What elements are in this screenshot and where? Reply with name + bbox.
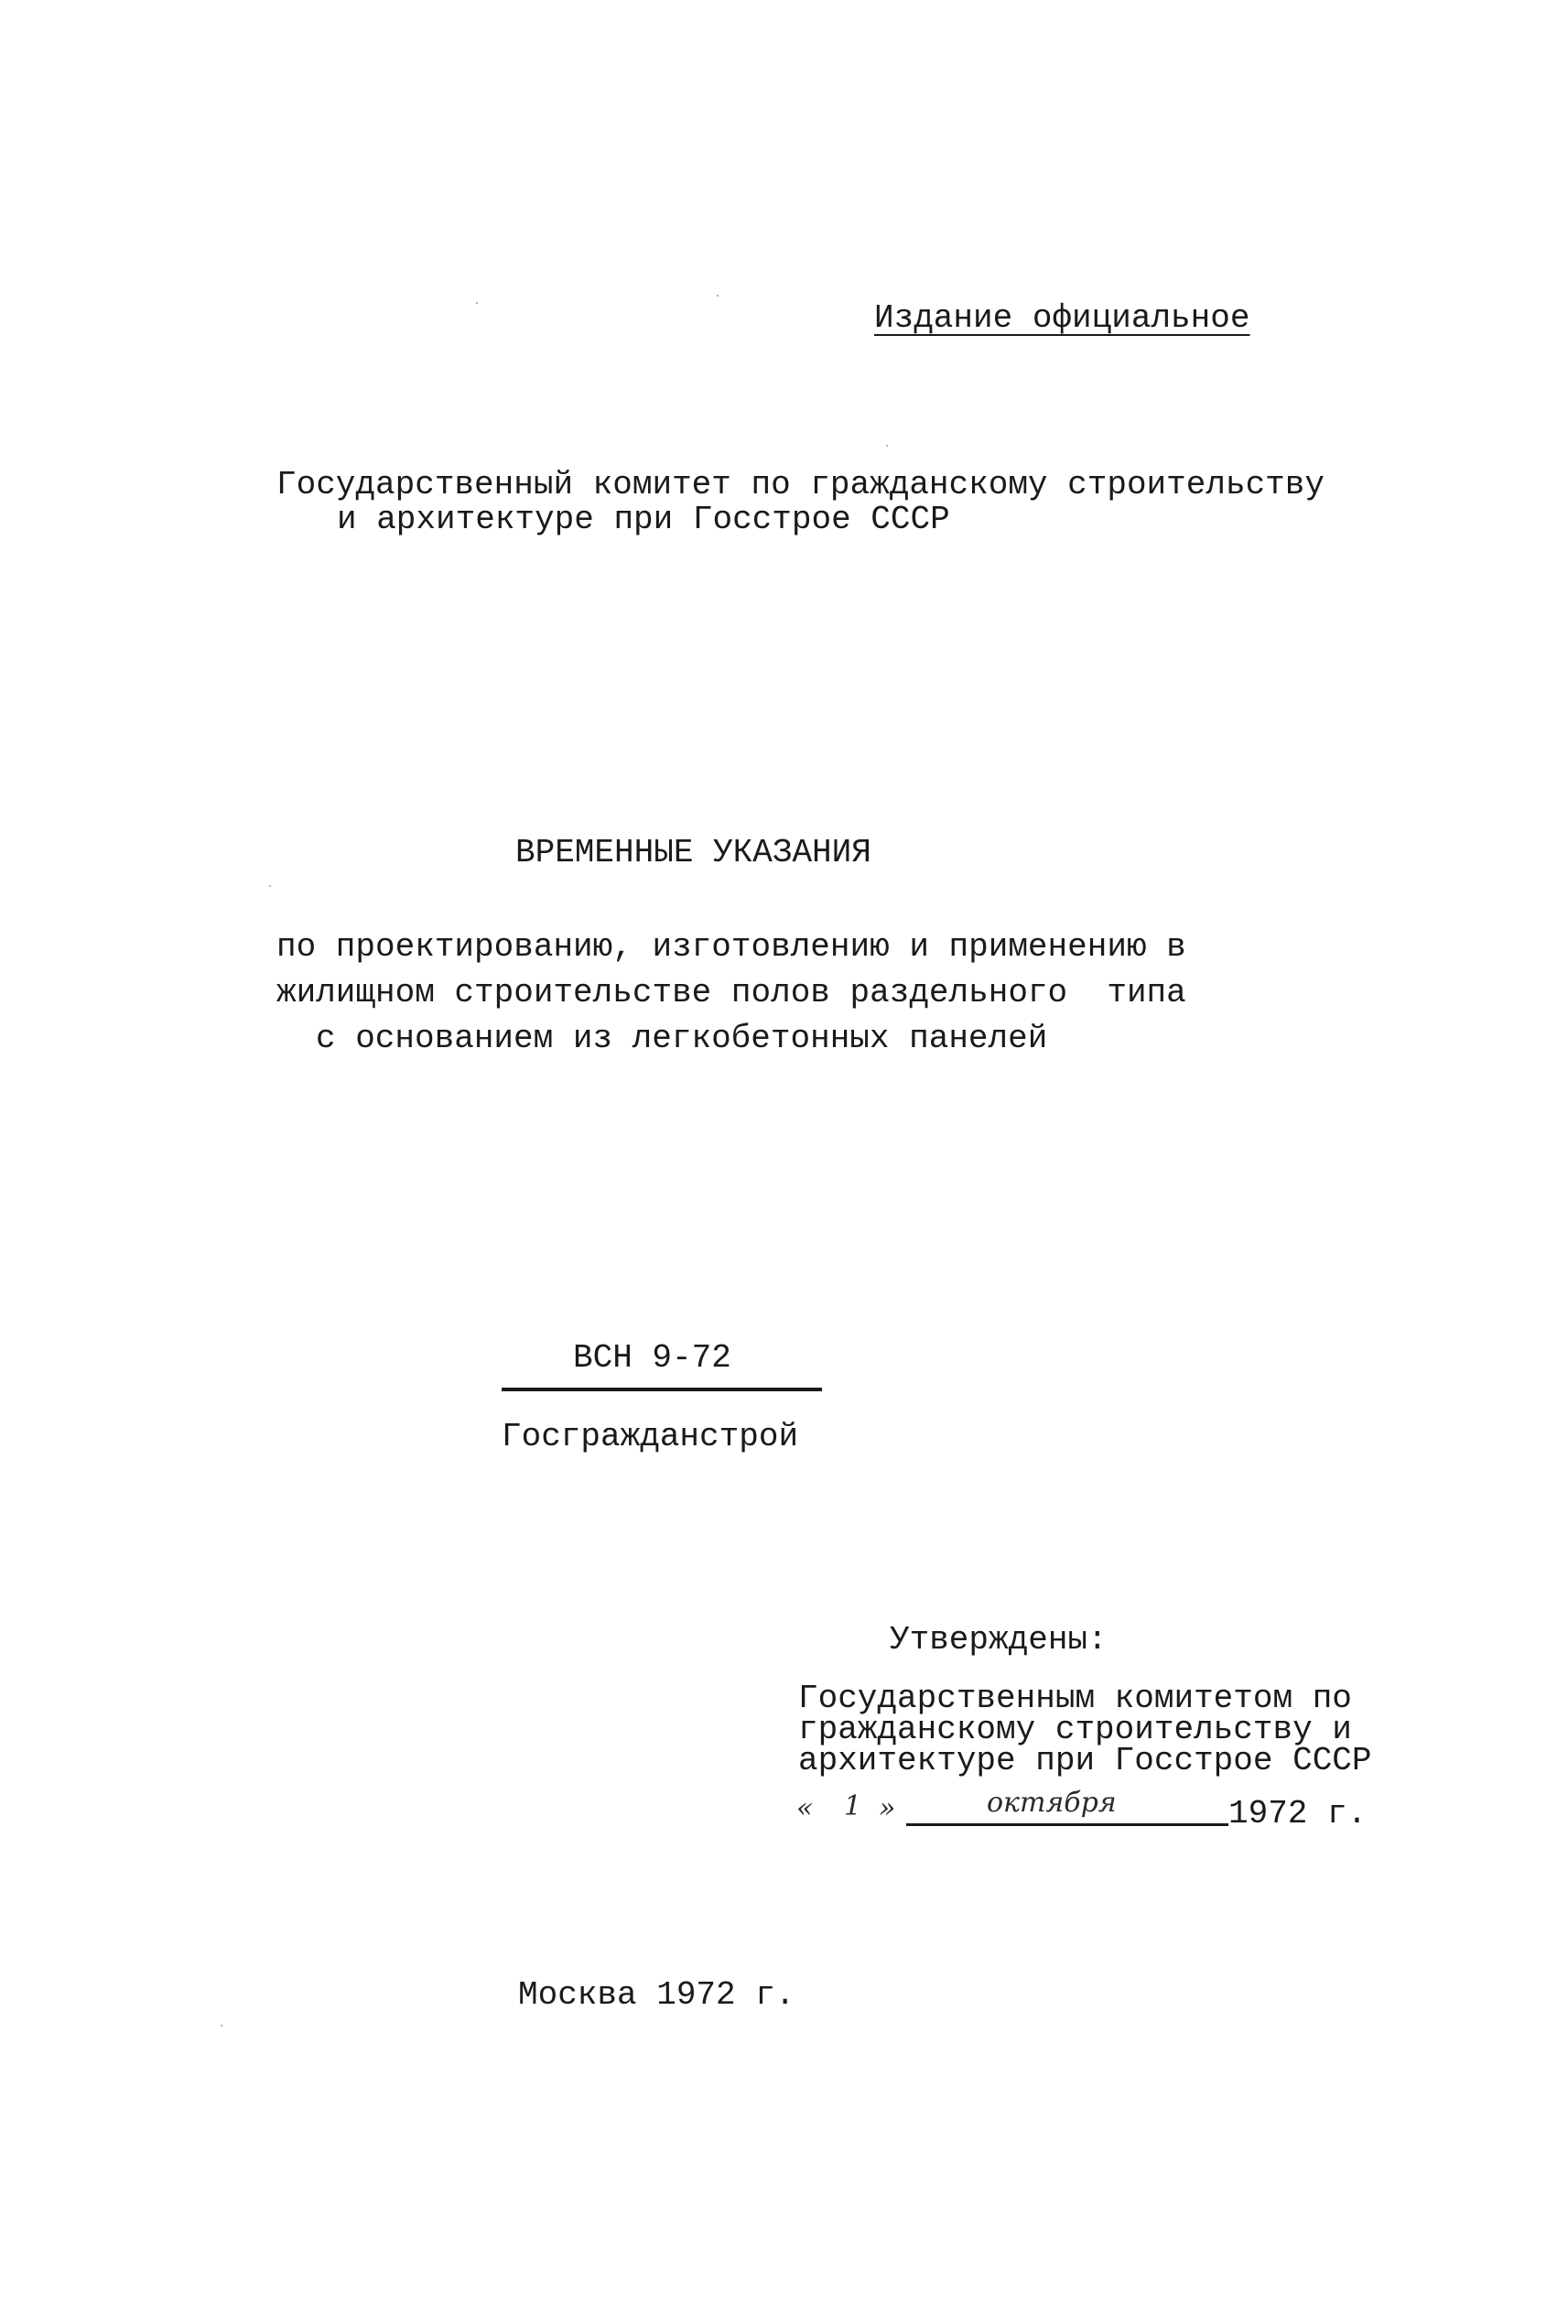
approval-line-2: гражданскому строительству и — [798, 1711, 1352, 1748]
approval-line-1: Государственным комитетом по — [798, 1680, 1352, 1717]
approval-date-month: октября — [987, 1787, 1117, 1819]
code-number: ВСН 9-72 — [573, 1339, 731, 1377]
committee-line-1: Государственный комитет по гражданскому строительству — [276, 466, 1325, 503]
document-heading: ВРЕМЕННЫЕ УКАЗАНИЯ — [515, 834, 871, 871]
approval-date-close-quote: » — [879, 1792, 896, 1824]
title-line-3: с основанием из легкобетонных панелей — [316, 1020, 1048, 1057]
approval-date-underline — [906, 1823, 1228, 1826]
edition-note: Издание официальное — [874, 299, 1250, 337]
title-line-2: жилищном строительстве полов раздельного типа — [276, 974, 1186, 1011]
place-year: Москва 1972 г. — [518, 1976, 795, 2014]
scan-speck — [886, 445, 888, 447]
scan-speck — [476, 302, 478, 304]
approval-date-day: 1 — [844, 1790, 862, 1822]
title-line-1: по проектированию, изготовлению и применению в — [276, 928, 1186, 966]
committee-line-2: и архитектуре при Госстрое СССР — [337, 501, 950, 538]
scan-speck — [269, 885, 271, 887]
approval-date-open-quote: « — [796, 1792, 814, 1824]
code-issuer: Госгражданстрой — [502, 1418, 799, 1455]
scan-speck — [717, 295, 719, 297]
scan-speck — [221, 2025, 222, 2027]
code-divider — [502, 1388, 822, 1391]
approval-label: Утверждены: — [890, 1621, 1108, 1659]
approval-date-year: 1972 г. — [1228, 1795, 1368, 1832]
approval-line-3: архитектуре при Госстрое СССР — [798, 1742, 1372, 1779]
